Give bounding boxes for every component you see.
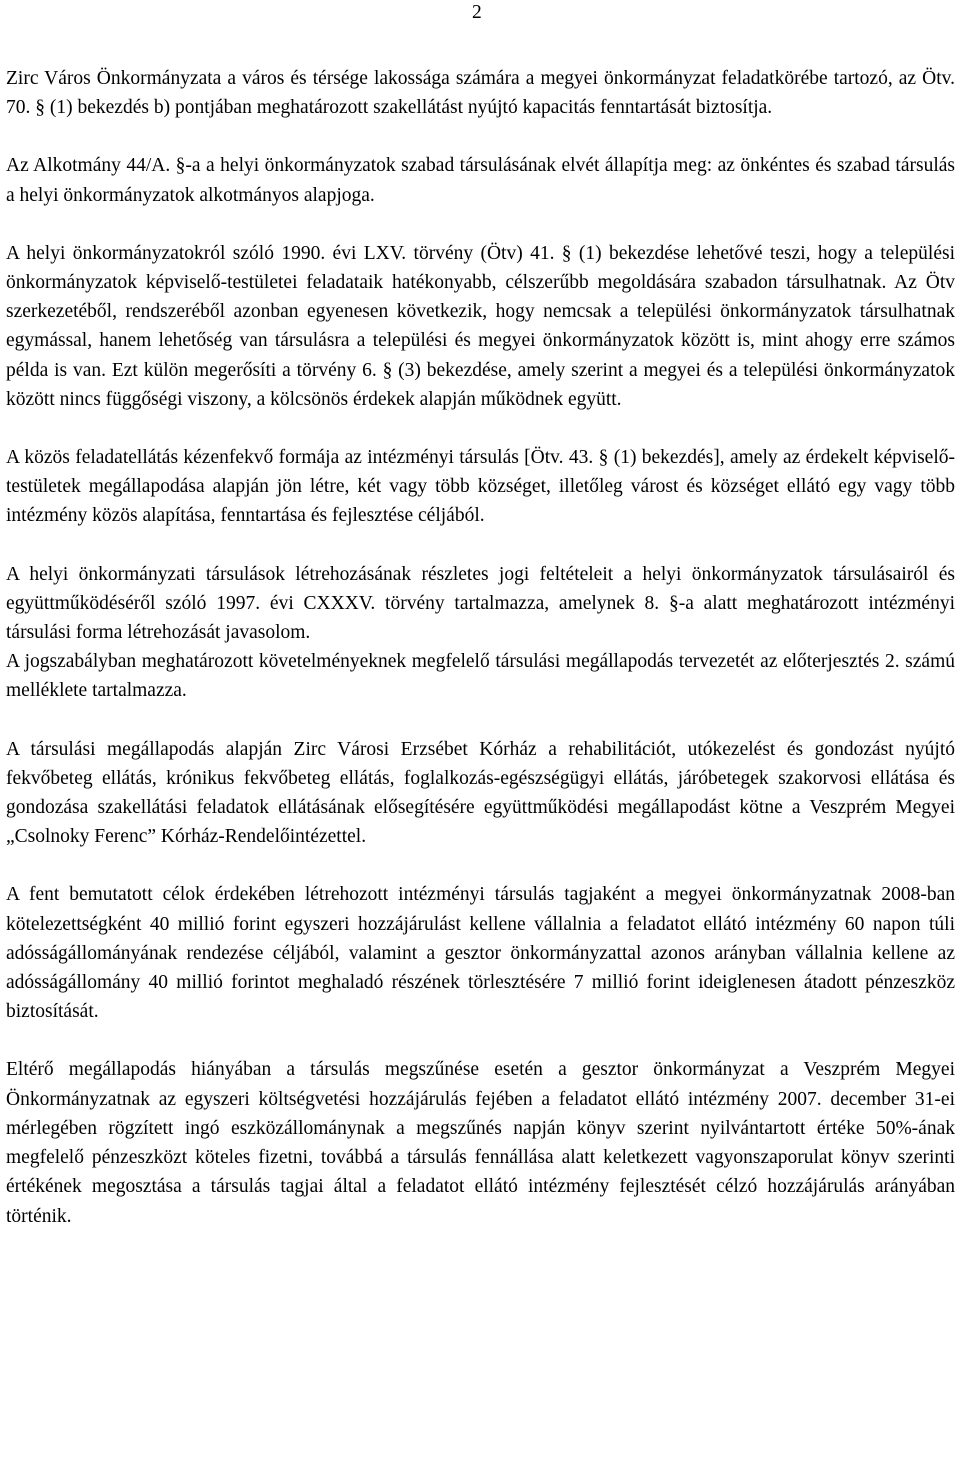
- paragraph-draft-agreement: A jogszabályban meghatározott követelményeknek megfelelő társulási megállapodás tervezetét az előterjesztés 2. számú melléklete tartalmazza.: [6, 651, 955, 702]
- paragraph-financial-obligation: A fent bemutatott célok érdekében létrehozott intézményi társulás tagjaként a megyei önkormányzatnak 2008-ban kötelezettségként 40 millió forint egyszeri hozzájárulást kellene vállalnia a feladatot ellátó intézmény 60 napon túli adósságállományának rendezése céljából, valamint a gesztor önkormányzattal azonos arányban vállalnia kellene az adósságállomány 40 millió forintot meghaladó részének törlesztésére 7 millió forint ideiglenesen átadott pénzeszköz biztosítását.: [6, 884, 955, 1023]
- paragraph-capacity: Zirc Város Önkormányzata a város és térsége lakossága számára a megyei önkormányzat feladatkörébe tartozó, az Ötv. 70. § (1) bekezdés b) pontjában meghatározott szakellátást nyújtó kapacitás fenntartását biztosítja.: [6, 68, 955, 119]
- paragraph-joint-task: A közös feladatellátás kézenfekvő formája az intézményi társulás [Ötv. 43. § (1) bekezdés], amely az érdekelt képviselő-testületek megállapodása alapján jön létre, két vagy több községet, illetőleg várost és községet ellátó egy vagy több intézmény közös alapítása, fenntartása és fejlesztése céljából.: [6, 447, 955, 527]
- paragraph-local-government-act: A helyi önkormányzatokról szóló 1990. évi LXV. törvény (Ötv) 41. § (1) bekezdése lehetővé teszi, hogy a települési önkormányzatok képviselő-testületei feladataik hatékonyabb, célszerűbb megoldására szabadon társulhatnak. Az Ötv szerkezetéből, rendszeréből azonban egyenesen következik, hogy nemcsak a települési önkormányzatok társulhatnak egymással, hanem lehetőség van társulásra a települési és megyei önkormányzatok között is, mint ahogy erre számos példa is van. Ezt külön megerősíti a törvény 6. § (3) bekezdése, amely szerint a megyei és a települési önkormányzatok között nincs függőségi viszony, a kölcsönös érdekek alapján működnek együtt.: [6, 242, 955, 410]
- paragraph-legal-conditions: A helyi önkormányzati társulások létrehozásának részletes jogi feltételeit a helyi önkormányzatok társulásairól és együttműködéséről szóló 1997. évi CXXXV. törvény tartalmazza, amelynek 8. §-a alatt meghatározott intézményi társulási forma létrehozását javasolom.: [6, 563, 955, 644]
- page-number: 2: [472, 2, 482, 23]
- paragraph-constitution: Az Alkotmány 44/A. §-a a helyi önkormányzatok szabad társulásának elvét állapítja meg: az önkéntes és szabad társulás a helyi önkormányzatok alkotmányos alapjoga.: [6, 155, 955, 206]
- paragraph-termination: Eltérő megállapodás hiányában a társulás megszűnése esetén a gesztor önkormányzat a Veszprém Megyei Önkormányzatnak az egyszeri költségvetési hozzájárulás fejében a feladatot ellátó intézmény 2007. december 31-ei mérlegében rögzített ingó eszközállománynak a megszűnés napján könyv szerint nyilvántartott értéke 50%-ának megfelelő pénzeszközt köteles fizetni, továbbá a társulás fennállása alatt keletkezett vagyonszaporulat könyv szerinti értékének megosztása a társulás tagjai által a feladatot ellátó intézmény fejlesztését célzó hozzájárulás arányában történik.: [6, 1059, 955, 1227]
- document-body: [6, 64, 955, 1231]
- paragraph-hospital-cooperation: A társulási megállapodás alapján Zirc Városi Erzsébet Kórház a rehabilitációt, utókezelést és gondozást nyújtó fekvőbeteg ellátás, krónikus fekvőbeteg ellátás, foglalkozás-egészségügyi ellátás, járóbetegek szakorvosi ellátása és gondozása szakellátási feladatok ellátásának elősegítésére együttműködési megállapodást kötne a Veszprém Megyei „Csolnoky Ferenc” Kórház-Rendelőintézettel.: [6, 738, 955, 848]
